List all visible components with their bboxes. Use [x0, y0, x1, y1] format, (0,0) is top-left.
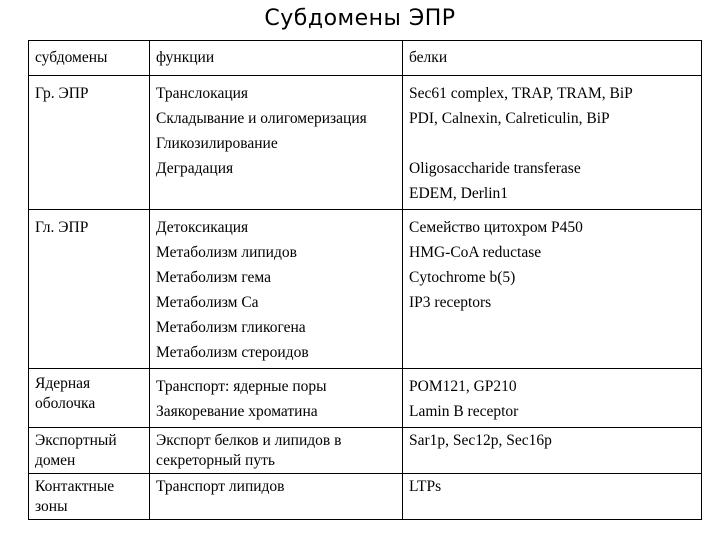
- protein-text: IP3 receptors: [409, 294, 492, 311]
- functions-cell: [150, 474, 403, 520]
- page-title: Субдомены ЭПР: [264, 6, 456, 31]
- subdomain-cell: [29, 210, 150, 369]
- protein-text: EDEM, Derlin1: [409, 185, 509, 202]
- header-subdomains: субдомены: [29, 41, 150, 76]
- protein-text: Lamin B receptor: [409, 403, 519, 420]
- protein-text: HMG-CoA reductase: [409, 244, 542, 261]
- proteins-cell: [403, 210, 702, 369]
- protein-text: Sec61 complex, TRAP, TRAM, BiP: [409, 85, 633, 102]
- subdomain-cell: [29, 76, 150, 210]
- protein-spacer: [409, 131, 695, 156]
- subdomain-text: оболочка: [35, 395, 96, 412]
- table-row: [29, 474, 702, 520]
- proteins-cell: [403, 474, 702, 520]
- function-text: Заякоревание хроматина: [156, 403, 318, 420]
- protein-text: Oligosaccharide transferase: [409, 160, 581, 177]
- table-header-row: [29, 41, 702, 76]
- function-text: Гликозилирование: [156, 135, 278, 152]
- functions-cell: [150, 428, 403, 474]
- subdomains-table: [28, 40, 702, 520]
- subdomain-cell: [29, 369, 150, 428]
- function-text: Деградация: [156, 160, 234, 177]
- function-text: Метаболизм липидов: [156, 244, 297, 261]
- header-proteins: белки: [403, 41, 702, 76]
- function-text: Детоксикация: [156, 219, 249, 236]
- functions-cell: [150, 76, 403, 210]
- header-functions: функции: [150, 41, 403, 76]
- subdomain-text: зоны: [35, 498, 68, 515]
- table-row: [29, 428, 702, 474]
- function-text: секреторный путь: [156, 452, 275, 469]
- function-text: Метаболизм Са: [156, 294, 259, 311]
- function-text: Транспорт липидов: [156, 478, 285, 495]
- protein-text: PDI, Calnexin, Calreticulin, BiP: [409, 110, 610, 127]
- protein-text: Cytochrome b(5): [409, 269, 516, 286]
- function-text: Складывание и олигомеризация: [156, 110, 367, 127]
- table-row: [29, 210, 702, 369]
- function-text: Метаболизм стероидов: [156, 344, 309, 361]
- function-text: Транспорт: ядерные поры: [156, 378, 327, 395]
- subdomain-text: домен: [35, 452, 76, 469]
- subdomain-text: Гр. ЭПР: [35, 85, 89, 102]
- subdomain-cell: [29, 428, 150, 474]
- protein-text: Семейство цитохром Р450: [409, 219, 583, 236]
- functions-cell: [150, 369, 403, 428]
- functions-cell: [150, 210, 403, 369]
- subdomain-text: Контактные: [35, 478, 115, 495]
- subdomain-text: Гл. ЭПР: [35, 219, 89, 236]
- function-text: Экспорт белков и липидов в: [156, 432, 342, 449]
- proteins-cell: [403, 369, 702, 428]
- protein-text: POM121, GP210: [409, 378, 517, 395]
- subdomain-cell: [29, 474, 150, 520]
- proteins-cell: [403, 76, 702, 210]
- table-row: [29, 76, 702, 210]
- function-text: Метаболизм гликогена: [156, 319, 306, 336]
- function-text: Транслокация: [156, 85, 249, 102]
- subdomain-text: Ядерная: [35, 375, 91, 392]
- protein-text: Sar1p, Sec12p, Sec16p: [409, 432, 552, 449]
- protein-text: LTPs: [409, 478, 442, 495]
- proteins-cell: [403, 428, 702, 474]
- function-text: Метаболизм гема: [156, 269, 271, 286]
- table-row: [29, 369, 702, 428]
- subdomain-text: Экспортный: [35, 432, 117, 449]
